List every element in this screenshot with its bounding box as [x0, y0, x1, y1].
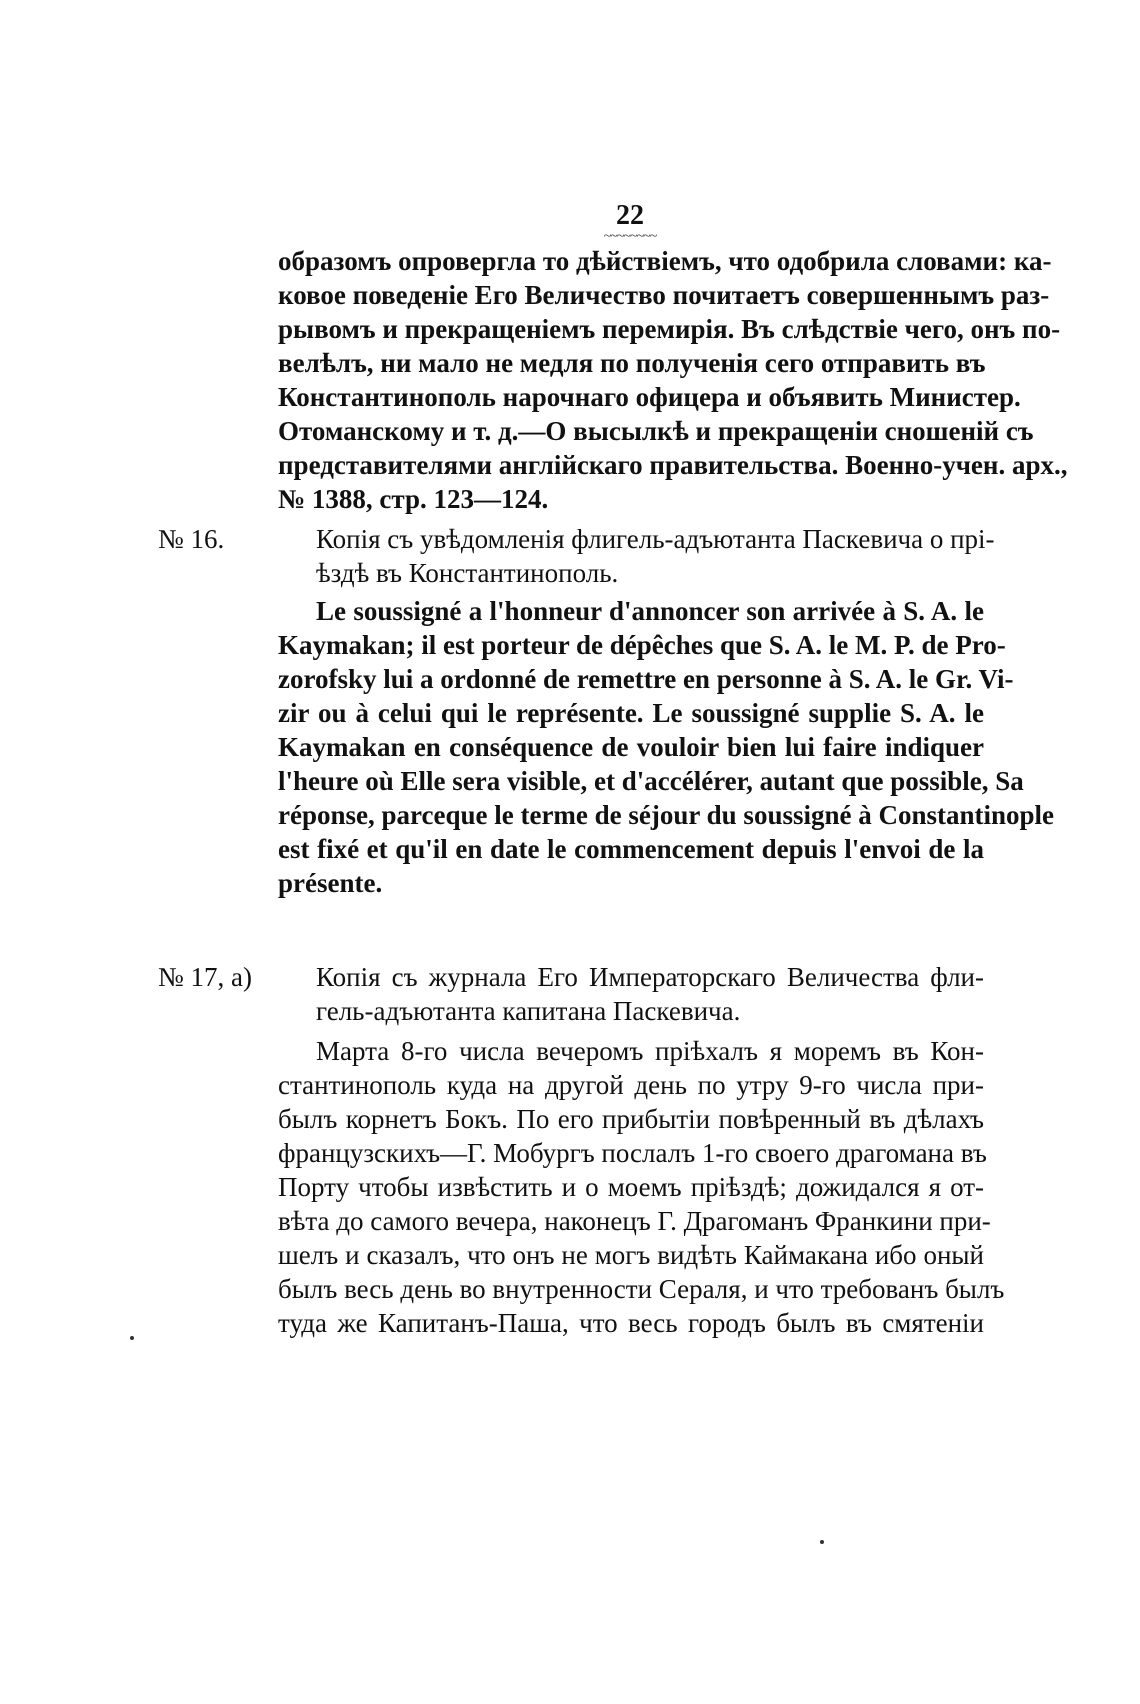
text-line: ковое поведенiе Его Величество почитаетъ совершеннымъ раз-: [278, 280, 1050, 310]
doc-16-label: № 16.: [158, 524, 225, 554]
text-line: стантинополь куда на другой день по утру 9-го числа при-: [278, 1070, 984, 1100]
doc-16-text: [278, 594, 1055, 900]
continuation-paragraph: [278, 244, 1068, 516]
page-number: [560, 200, 700, 242]
text-line: l'heure où Elle sera visible, et d'accélérer, autant que possible, Sa: [278, 766, 1024, 796]
text-line: Константинополь нарочнаго офицера и объявить Министер.: [278, 382, 1021, 412]
text-line: présente.: [278, 868, 383, 898]
text-line: zir ou à celui qui le représente. Le soussigné supplie S. A. le: [278, 698, 984, 728]
page-number-ornament: ~~~~~~~~: [603, 229, 657, 244]
heading-line: гель-адъютанта капитана Паскевича.: [316, 996, 741, 1026]
doc-17-label: № 17, а): [158, 962, 252, 992]
text-line: est fixé et qu'il en date le commencement depuis l'envoi de la: [278, 834, 984, 864]
text-line: былъ корнетъ Бокъ. По его прибытiи повѣренный въ дѣлахъ: [278, 1104, 984, 1134]
doc-17-heading: [278, 960, 984, 1028]
text-line: Марта 8-го числа вечеромъ прiѣхалъ я моремъ въ Кон-: [316, 1036, 984, 1066]
text-line: шелъ и сказалъ, что онъ не могъ видѣть Каймакана ибо оный: [278, 1240, 984, 1270]
text-line: рывомъ и прекращенiемъ перемирiя. Въ слѣдствiе чего, онъ по-: [278, 314, 1061, 344]
heading-line: ѣздѣ въ Константинополь.: [316, 558, 619, 588]
text-line: туда же Капитанъ-Паша, что весь городъ былъ въ смятенiи: [278, 1308, 984, 1338]
heading-line: Копiя съ журнала Его Императорскаго Величества фли-: [316, 962, 984, 992]
doc-16-heading: [278, 522, 995, 590]
text-line: réponse, parceque le terme de séjour du soussigné à Constantinople: [278, 800, 1055, 830]
page-number-value: 22: [616, 200, 644, 231]
text-line: Kaymakan en conséquence de vouloir bien lui faire indiquer: [278, 732, 984, 762]
text-line: вѣта до самого вечера, наконецъ Г. Драгоманъ Франкини при-: [278, 1206, 991, 1236]
text-line: французскихъ—Г. Мобургъ послалъ 1-го своего драгомана въ: [278, 1138, 987, 1168]
doc-17-text: [278, 1034, 1005, 1340]
scan-speck: [820, 1540, 824, 1544]
text-line: образомъ опровергла то дѣйствiемъ, что одобрила словами: ка-: [278, 246, 1052, 276]
heading-line: Копiя съ увѣдомленiя флигель-адъютанта Паскевича о прi-: [316, 524, 995, 554]
text-line: № 1388, стр. 123—124.: [278, 484, 549, 514]
text-line: Отоманскому и т. д.—О высылкѣ и прекращенiи сношенiй съ: [278, 416, 1034, 446]
text-line: Le soussigné a l'honneur d'annoncer son arrivée à S. A. le: [316, 596, 984, 626]
text-line: zorofsky lui a ordonné de remettre en personne à S. A. le Gr. Vi-: [278, 664, 1014, 694]
text-line: велѣлъ, ни мало не медля по полученiя сего отправить въ: [278, 348, 986, 378]
text-line: Kaymakan; il est porteur de dépêches que S. A. le M. P. de Pro-: [278, 630, 1006, 660]
text-line: Порту чтобы извѣстить и о моемъ прiѣздѣ; дожидался я от-: [278, 1172, 984, 1202]
text-line: представителями англiйскаго правительства. Военно-учен. арх.,: [278, 450, 1068, 480]
scan-speck: [130, 1336, 134, 1340]
text-line: былъ весь день во внутренности Сераля, и что требованъ былъ: [278, 1274, 1005, 1304]
